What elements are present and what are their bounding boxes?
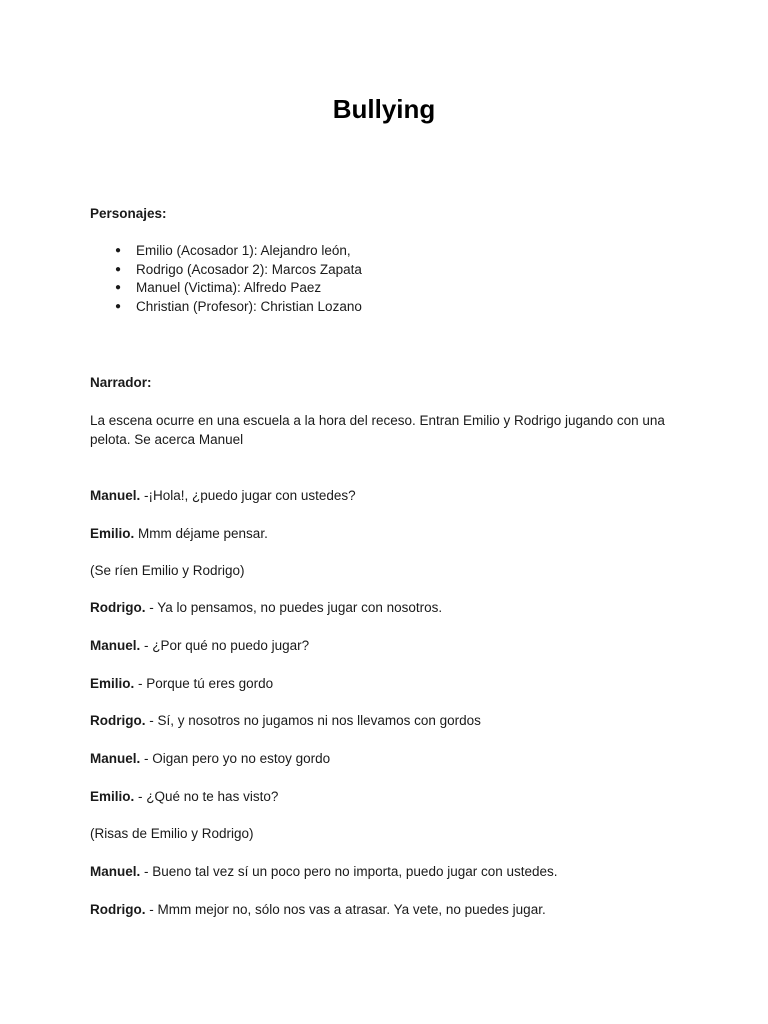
speaker-name: Rodrigo.	[90, 600, 146, 615]
speaker-name: Rodrigo.	[90, 902, 146, 917]
dialogue-line	[90, 487, 690, 505]
page-title: Bullying	[332, 94, 436, 124]
speaker-name: Manuel.	[90, 864, 141, 879]
speaker-name: Emilio.	[90, 789, 135, 804]
dialogue-line	[90, 901, 690, 919]
stage-direction	[90, 562, 690, 580]
bullet-icon: ●	[115, 263, 122, 275]
dialogue-line	[90, 675, 690, 693]
bullet-icon: ●	[115, 301, 122, 313]
dialogue-text: (Se ríen Emilio y Rodrigo)	[90, 563, 245, 578]
narration-paragraph: La escena ocurre en una escuela a la hora del receso. Entran Emilio y Rodrigo jugando con una pelota. Se acerca Manuel	[90, 413, 665, 447]
characters-list	[90, 242, 362, 317]
dialogue-line	[90, 712, 690, 730]
dialogue-text: (Risas de Emilio y Rodrigo)	[90, 826, 254, 841]
dialogue-text: - Porque tú eres gordo	[134, 676, 274, 691]
dialogue-line	[90, 637, 690, 655]
dialogue-text: -¡Hola!, ¿puedo jugar con ustedes?	[140, 488, 356, 503]
list-item: ● Christian (Profesor): Christian Lozano	[90, 298, 362, 317]
speaker-name: Manuel.	[90, 638, 141, 653]
speaker-name: Manuel.	[90, 751, 141, 766]
dialogue-line	[90, 863, 690, 881]
bullet-icon: ●	[115, 245, 122, 256]
dialogue-line	[90, 788, 690, 806]
list-item: ● Rodrigo (Acosador 2): Marcos Zapata	[90, 261, 362, 280]
dialogue-text: - Ya lo pensamos, no puedes jugar con nosotros.	[145, 600, 443, 615]
speaker-name: Emilio.	[90, 526, 135, 541]
dialogue-line	[90, 599, 690, 617]
speaker-name: Manuel.	[90, 488, 141, 503]
dialogue-line	[90, 525, 690, 543]
dialogue-text: - Sí, y nosotros no jugamos ni nos llevamos con gordos	[145, 713, 481, 728]
dialogue-line	[90, 750, 690, 768]
characters-heading: Personajes:	[90, 206, 167, 221]
dialogue-text: - Mmm mejor no, sólo nos vas a atrasar. Ya vete, no puedes jugar.	[145, 902, 546, 917]
dialogue-text: - Oigan pero yo no estoy gordo	[140, 751, 331, 766]
dialogue-text: - ¿Qué no te has visto?	[134, 789, 279, 804]
bullet-icon: ●	[115, 282, 122, 294]
speaker-name: Rodrigo.	[90, 713, 146, 728]
list-item: ● Manuel (Victima): Alfredo Paez	[90, 279, 362, 298]
dialogue-text: - ¿Por qué no puedo jugar?	[140, 638, 310, 653]
dialogue-text: Mmm déjame pensar.	[134, 526, 268, 541]
stage-direction	[90, 825, 690, 843]
speaker-name: Emilio.	[90, 676, 135, 691]
list-item: ● Emilio (Acosador 1): Alejandro león,	[90, 242, 362, 261]
narrator-heading: Narrador:	[90, 375, 152, 390]
dialogue-text: - Bueno tal vez sí un poco pero no importa, puedo jugar con ustedes.	[140, 864, 558, 879]
